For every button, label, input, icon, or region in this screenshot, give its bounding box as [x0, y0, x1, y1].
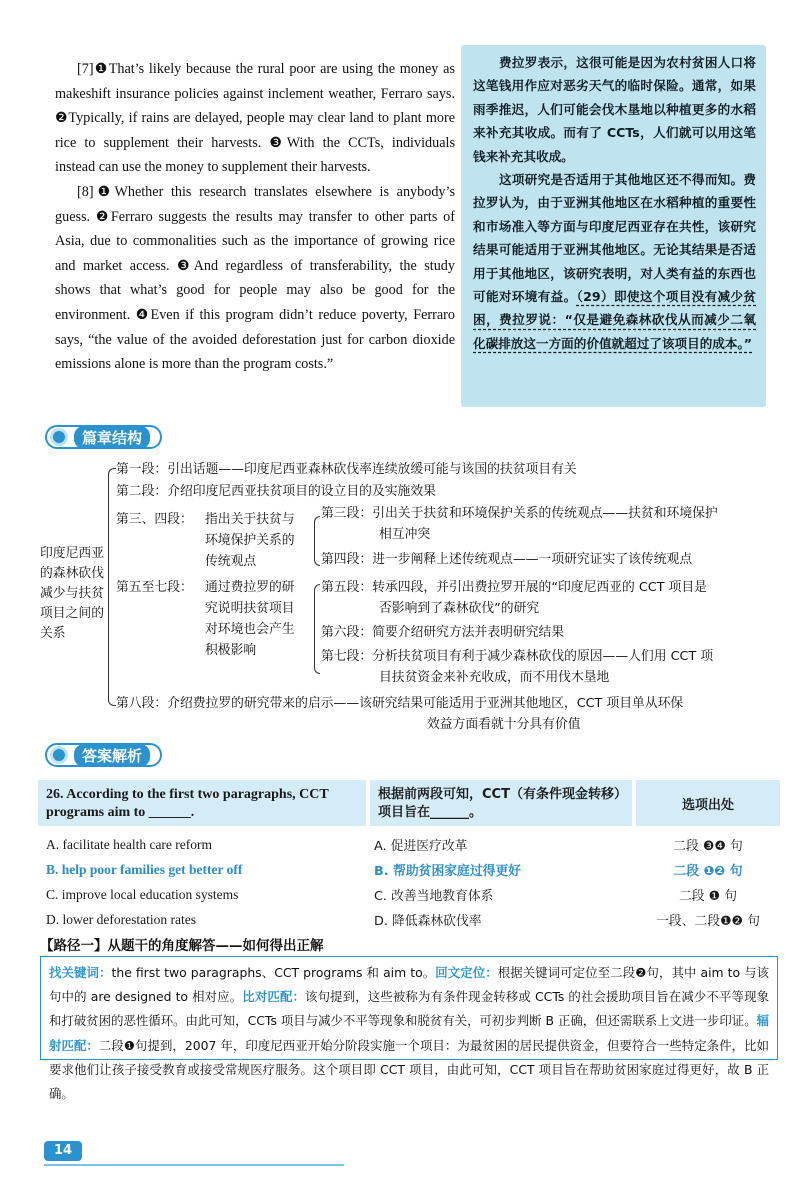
- translation-p2: [473, 168, 756, 355]
- option-source: [636, 860, 780, 879]
- option-en: B. help poor families get better off: [46, 861, 243, 877]
- answer-header-pill: [45, 743, 162, 767]
- translation-p1: 费拉罗表示，这很可能是因为农村贫困人口将这笔钱用作应对恶劣天气的临时保险。通常，如果雨季推迟，人们可能会伐木垦地以种植更多的水稻来补充其收成。而有了 CCTs，人们就可以用这笔钱来补充其收成。: [473, 55, 756, 164]
- option-row-b: [38, 857, 780, 882]
- keyword-label-3: 比对匹配：: [242, 989, 306, 1005]
- source-sentence-numbers: ❶❷: [720, 914, 744, 929]
- path-text-3: 该句提到，这些被称为有条件现金转移或 CCTs 的社会援助项目旨在减少不平等现象和打破贫困的恶性循环。由此可知，CCTs 项目与减少不平等现象和脱贫有关，可初步判断 B 正确，但还需联系上文进一步印证。: [49, 989, 770, 1029]
- question-chinese: 根据前两段可知，CCT（有条件现金转移）项目旨在______。: [370, 780, 632, 826]
- structure-seg34-l2: 环境保护关系的: [205, 533, 295, 548]
- seg57-brace: [314, 584, 320, 674]
- option-row-a: [38, 832, 780, 857]
- source-sentence-numbers: ❸❹: [702, 839, 726, 854]
- keyword-label-1: 找关键词：: [49, 965, 112, 980]
- structure-seg1: 第一段：引出话题——印度尼西亚森林砍伐率连续放缓可能与该国的扶贫项目有关: [116, 462, 577, 477]
- source-prefix: 二段: [673, 839, 699, 854]
- answer-table-header: [38, 780, 780, 826]
- structure-root: 印度尼西亚的森林砍伐减少与扶贫项目之间的关系: [40, 546, 104, 641]
- structure-diagram: [38, 460, 778, 740]
- source-prefix: 一段、二段: [656, 914, 721, 929]
- option-source: [636, 885, 780, 904]
- answer-header: [45, 742, 162, 768]
- option-en: D. lower deforestation rates: [46, 911, 196, 927]
- structure-seg5-l2: 否影响到了森林砍伐”的研究: [379, 601, 540, 616]
- structure-seg57-l4: 积极影响: [205, 643, 257, 658]
- structure-seg8-l1: 第八段：介绍费拉罗的研究带来的启示——该研究结果可能适用于亚洲其他地区，CCT 项目单从环保: [116, 696, 684, 711]
- keyword-label-2: 回文定位：: [435, 965, 498, 980]
- structure-seg6: 第六段：简要介绍研究方法并表明研究结果: [321, 625, 565, 640]
- source-sentence-numbers: ❶❷: [703, 864, 726, 879]
- source-prefix: 二段: [678, 889, 705, 904]
- structure-header-pill: [45, 425, 162, 449]
- magnifier-icon: [50, 746, 68, 764]
- source-suffix: 句: [729, 839, 743, 854]
- structure-seg3-l2: 相互冲突: [379, 527, 431, 542]
- option-cn: B. 帮助贫困家庭过得更好: [374, 864, 522, 879]
- structure-seg34-l3: 传统观点: [205, 554, 257, 569]
- seg34-brace: [314, 516, 320, 566]
- path-text-4: 二段❶句提到，2007 年，印度尼西亚开始分阶段实施一个项目：为最贫困的居民提供资金，但要符合一些特定条件，比如要求他们让孩子接受教育或接受常规医疗服务。这个项目即 CCT 项目，由此可知，CCT 项目旨在帮助贫困家庭过得更好，故 B 正确。: [49, 1037, 769, 1102]
- option-row-d: [38, 907, 780, 932]
- structure-seg34-l1: 指出关于扶贫与: [205, 512, 295, 527]
- keyword-label-4: 辐射匹配：: [49, 1013, 769, 1053]
- paragraph-7: [7]❶That’s likely because the rural poor are using the money as makeshift insurance policies against inclement weather, Ferraro says. ❷Typically, if rains are delayed, people may clear land to plant more rice to supplement their harvests. ❸With the CCTs, individuals instead can use the money to supplement their harvests.: [55, 61, 455, 176]
- structure-seg7-l2: 目扶贫资金来补充收成，而不用伐木垦地: [379, 670, 610, 685]
- option-cn: A. 促进医疗改革: [374, 839, 468, 854]
- path-explanation: [40, 956, 778, 1102]
- source-suffix: 句: [747, 914, 760, 929]
- option-source: [636, 835, 780, 854]
- structure-seg57-label: 第五至七段：: [116, 580, 193, 595]
- option-en: C. improve local education systems: [46, 886, 239, 902]
- source-suffix: 句: [729, 864, 743, 879]
- option-cn: D. 降低森林砍伐率: [374, 914, 482, 929]
- page-number: 14: [44, 1141, 82, 1161]
- option-cn: C. 改善当地教育体系: [374, 889, 494, 904]
- root-brace: [108, 468, 116, 706]
- answer-title: 答案解析: [74, 744, 150, 767]
- option-row-c: [38, 882, 780, 907]
- translation-p2-highlight: （29）即使这个项目没有减少贫困，费拉罗说：“仅是避免森林砍伐从而减少二氧化碳排放这一方面的价值就超过了该项目的成本。”: [473, 289, 756, 351]
- structure-seg5-l1: 第五段：转承四段，并引出费拉罗开展的“印度尼西亚的 CCT 项目是: [321, 580, 707, 595]
- translation-note: [461, 45, 766, 407]
- structure-seg4: 第四段：进一步阐释上述传统观点——一项研究证实了该传统观点: [321, 552, 693, 567]
- path-text-1: the first two paragraphs、CCT programs 和 aim to。: [111, 965, 436, 980]
- path-title: 【路径一】从题干的角度解答——如何得出正解: [40, 938, 324, 954]
- structure-seg57-l2: 究说明扶贫项目: [205, 601, 295, 616]
- source-sentence-numbers: ❶: [708, 889, 721, 904]
- question-english: 26. According to the first two paragraphs, CCT programs aim to ______.: [38, 780, 366, 826]
- structure-seg7-l1: 第七段：分析扶贫项目有利于减少森林砍伐的原因——人们用 CCT 项: [321, 649, 714, 664]
- page-footer-line: [44, 1164, 344, 1166]
- structure-seg8-l2: 效益方面看就十分具有价值: [427, 717, 581, 732]
- structure-seg34-label: 第三、四段：: [116, 512, 193, 527]
- structure-seg3-l1: 第三段：引出关于扶贫和环境保护关系的传统观点——扶贫和环境保护: [321, 506, 718, 521]
- structure-title: 篇章结构: [74, 426, 150, 449]
- option-source: [636, 910, 780, 929]
- paragraph-8: [8]❶Whether this research translates elsewhere is anybody’s guess. ❷Ferraro suggests the results may transfer to other parts of Asia, due to commonalities such as the importance of growing rice and market access. ❸And regardless of transferability, the study shows that what’s good for people may also be good for the environment. ❹Even if this program didn’t reduce poverty, Ferraro says, “the value of the avoided deforestation just for carbon dioxide emissions alone is more than the program costs.”: [55, 183, 455, 373]
- translation-p2-main: 这项研究是否适用于其他地区还不得而知。费拉罗认为，由于亚洲其他地区在水稻种植的重要性和市场准入等方面与印度尼西亚存在共性，该研究结果可能适用于亚洲其他地区。无论其结果是否适用于其他地区，该研究表明，对人类有益的东西也可能对环境有益。: [473, 172, 756, 305]
- magnifier-icon: [50, 428, 68, 446]
- source-column-header: 选项出处: [636, 780, 780, 826]
- structure-header: [45, 424, 162, 450]
- structure-seg57-l3: 对环境也会产生: [205, 622, 295, 637]
- path-text-2: 根据关键词可定位至二段❷句，其中 aim to 与该句中的 are designed to 相对应。: [49, 965, 770, 1005]
- english-passage: [55, 57, 455, 377]
- structure-seg57-l1: 通过费拉罗的研: [205, 580, 295, 595]
- source-prefix: 二段: [673, 864, 700, 879]
- option-en: A. facilitate health care reform: [46, 836, 213, 852]
- structure-seg2: 第二段：介绍印度尼西亚扶贫项目的设立目的及实施效果: [116, 484, 436, 499]
- source-suffix: 句: [724, 889, 738, 904]
- answer-table: [38, 780, 780, 932]
